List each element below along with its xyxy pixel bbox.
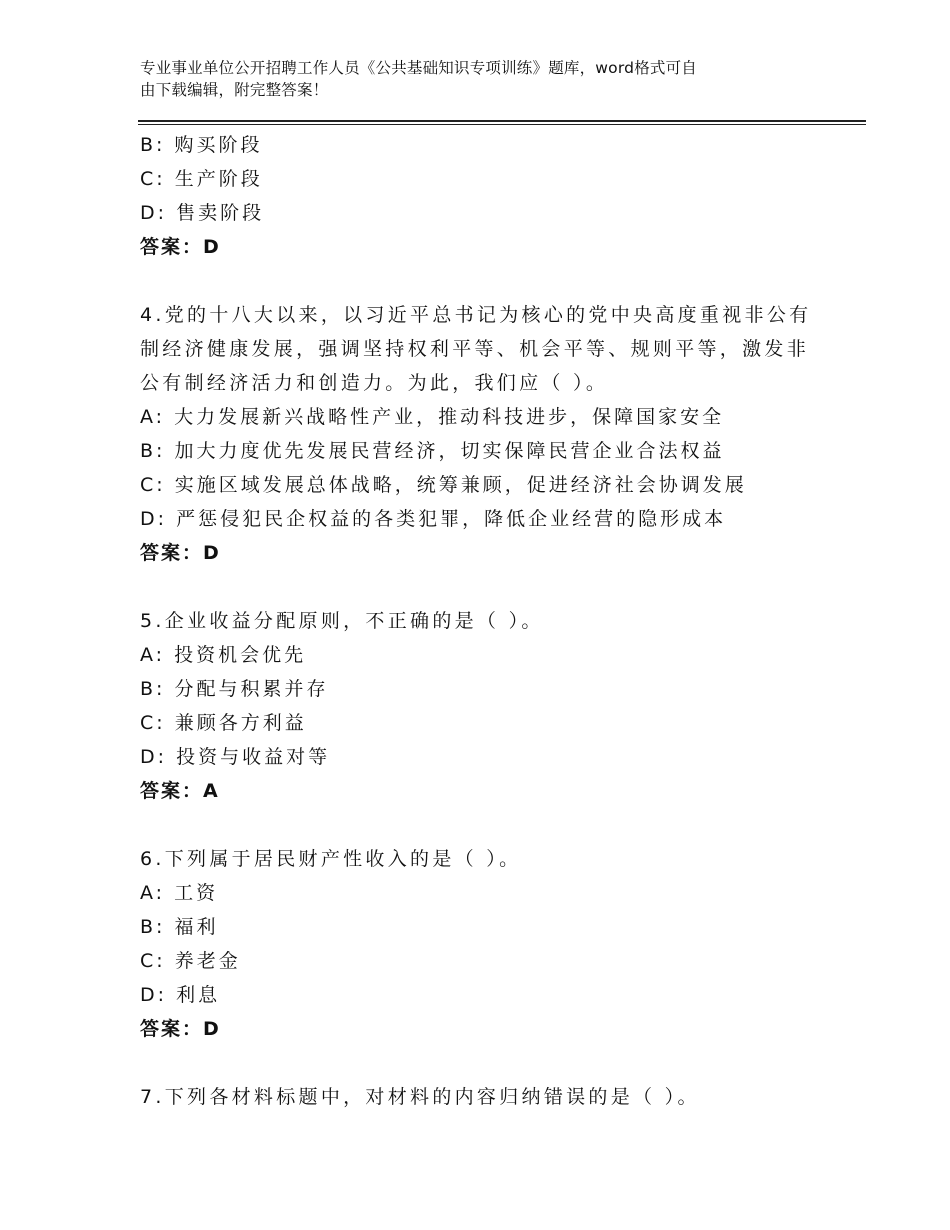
document-header [140,57,810,101]
header-line-1: 专业事业单位公开招聘工作人员《公共基础知识专项训练》题库，word格式可自 [140,59,698,77]
option-line: C: 养老金 [140,950,241,972]
option-line: C: 实施区域发展总体战略，统筹兼顾，促进经济社会协调发展 [140,474,747,496]
option-line: A: 投资机会优先 [140,644,307,666]
question-stem-line: 5.企业收益分配原则，不正确的是（ ）。 [140,610,544,632]
question-list [140,128,820,1114]
option-line: D: 严惩侵犯民企权益的各类犯罪，降低企业经营的隐形成本 [140,508,727,530]
question-stem-line: 制经济健康发展，强调坚持权利平等、机会平等、规则平等，激发非 [140,338,810,360]
question-stem-line: 6.下列属于居民财产性收入的是（ ）。 [140,848,522,870]
option-line: A: 工资 [140,882,219,904]
question-stem-line: 4.党的十八大以来，以习近平总书记为核心的党中央高度重视非公有 [140,304,812,326]
option-line: D: 利息 [140,984,221,1006]
question-block-6 [140,842,820,1046]
option-line: B: 加大力度优先发展民营经济，切实保障民营企业合法权益 [140,440,725,462]
question-block-4 [140,298,820,570]
question-block-7 [140,1080,820,1114]
option-line: D: 售卖阶段 [140,202,265,224]
answer-line: 答案：D [140,542,221,564]
answer-line: 答案：D [140,236,221,258]
option-line: B: 福利 [140,916,219,938]
option-line: C: 生产阶段 [140,168,263,190]
question-block-3 [140,128,820,264]
answer-line: 答案：A [140,780,220,802]
option-line: B: 购买阶段 [140,134,263,156]
question-stem-line: 公有制经济活力和创造力。为此，我们应（ ）。 [140,372,609,394]
option-line: C: 兼顾各方利益 [140,712,307,734]
header-divider [138,120,866,125]
header-line-2: 由下载编辑，附完整答案！ [140,81,329,99]
question-block-5 [140,604,820,808]
question-stem-line: 7.下列各材料标题中，对材料的内容归纳错误的是（ ）。 [140,1086,700,1108]
option-line: D: 投资与收益对等 [140,746,331,768]
option-line: A: 大力发展新兴战略性产业，推动科技进步，保障国家安全 [140,406,725,428]
answer-line: 答案：D [140,1018,221,1040]
option-line: B: 分配与积累并存 [140,678,329,700]
